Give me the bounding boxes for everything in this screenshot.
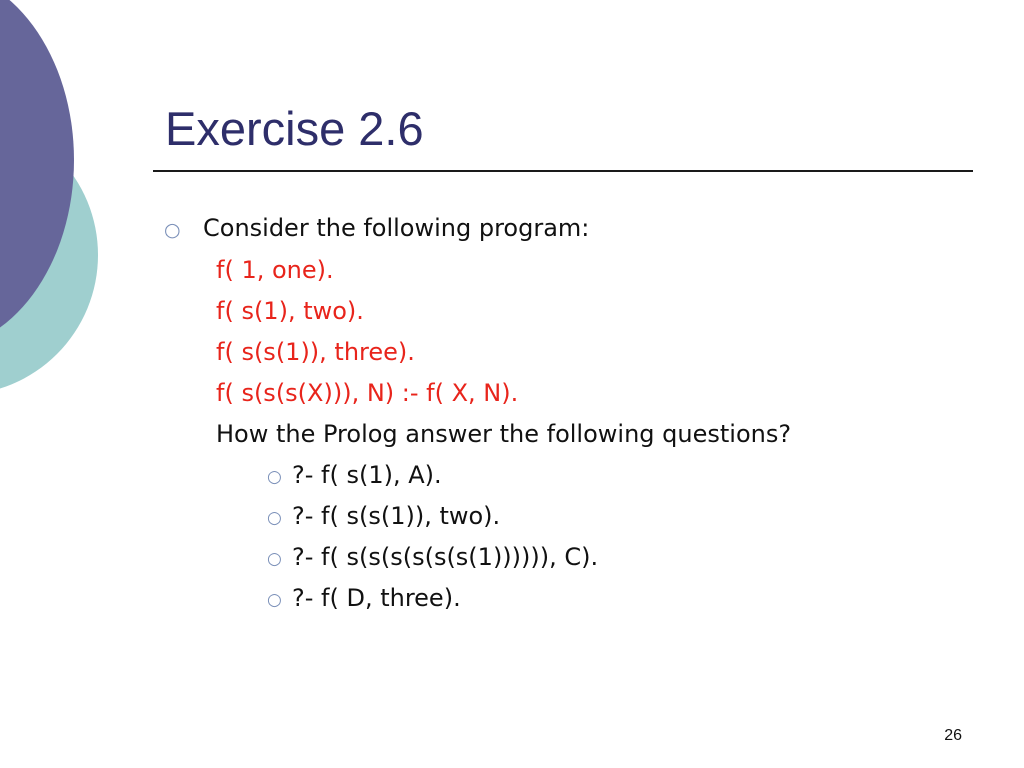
question-prompt: How the Prolog answer the following questions? <box>216 420 792 448</box>
slide-title: Exercise 2.6 <box>165 102 424 155</box>
query-item: ?- f( D, three). <box>292 584 461 612</box>
program-line: f( 1, one). <box>216 256 334 284</box>
slide-page-number: 26 <box>944 727 962 744</box>
hollow-circle-bullet-icon: ○ <box>267 467 282 487</box>
query-item: ?- f( s(s(1)), two). <box>292 502 501 530</box>
hollow-circle-bullet-icon: ○ <box>164 219 181 241</box>
query-item: ?- f( s(1), A). <box>292 461 442 489</box>
program-line: f( s(s(s(X))), N) :- f( X, N). <box>216 379 519 407</box>
query-item: ?- f( s(s(s(s(s(s(1)))))), C). <box>292 543 599 571</box>
hollow-circle-bullet-icon: ○ <box>267 508 282 528</box>
hollow-circle-bullet-icon: ○ <box>267 590 282 610</box>
intro-text: Consider the following program: <box>203 214 590 242</box>
program-line: f( s(s(1)), three). <box>216 338 415 366</box>
title-divider <box>153 170 973 172</box>
program-line: f( s(1), two). <box>216 297 364 325</box>
hollow-circle-bullet-icon: ○ <box>267 549 282 569</box>
